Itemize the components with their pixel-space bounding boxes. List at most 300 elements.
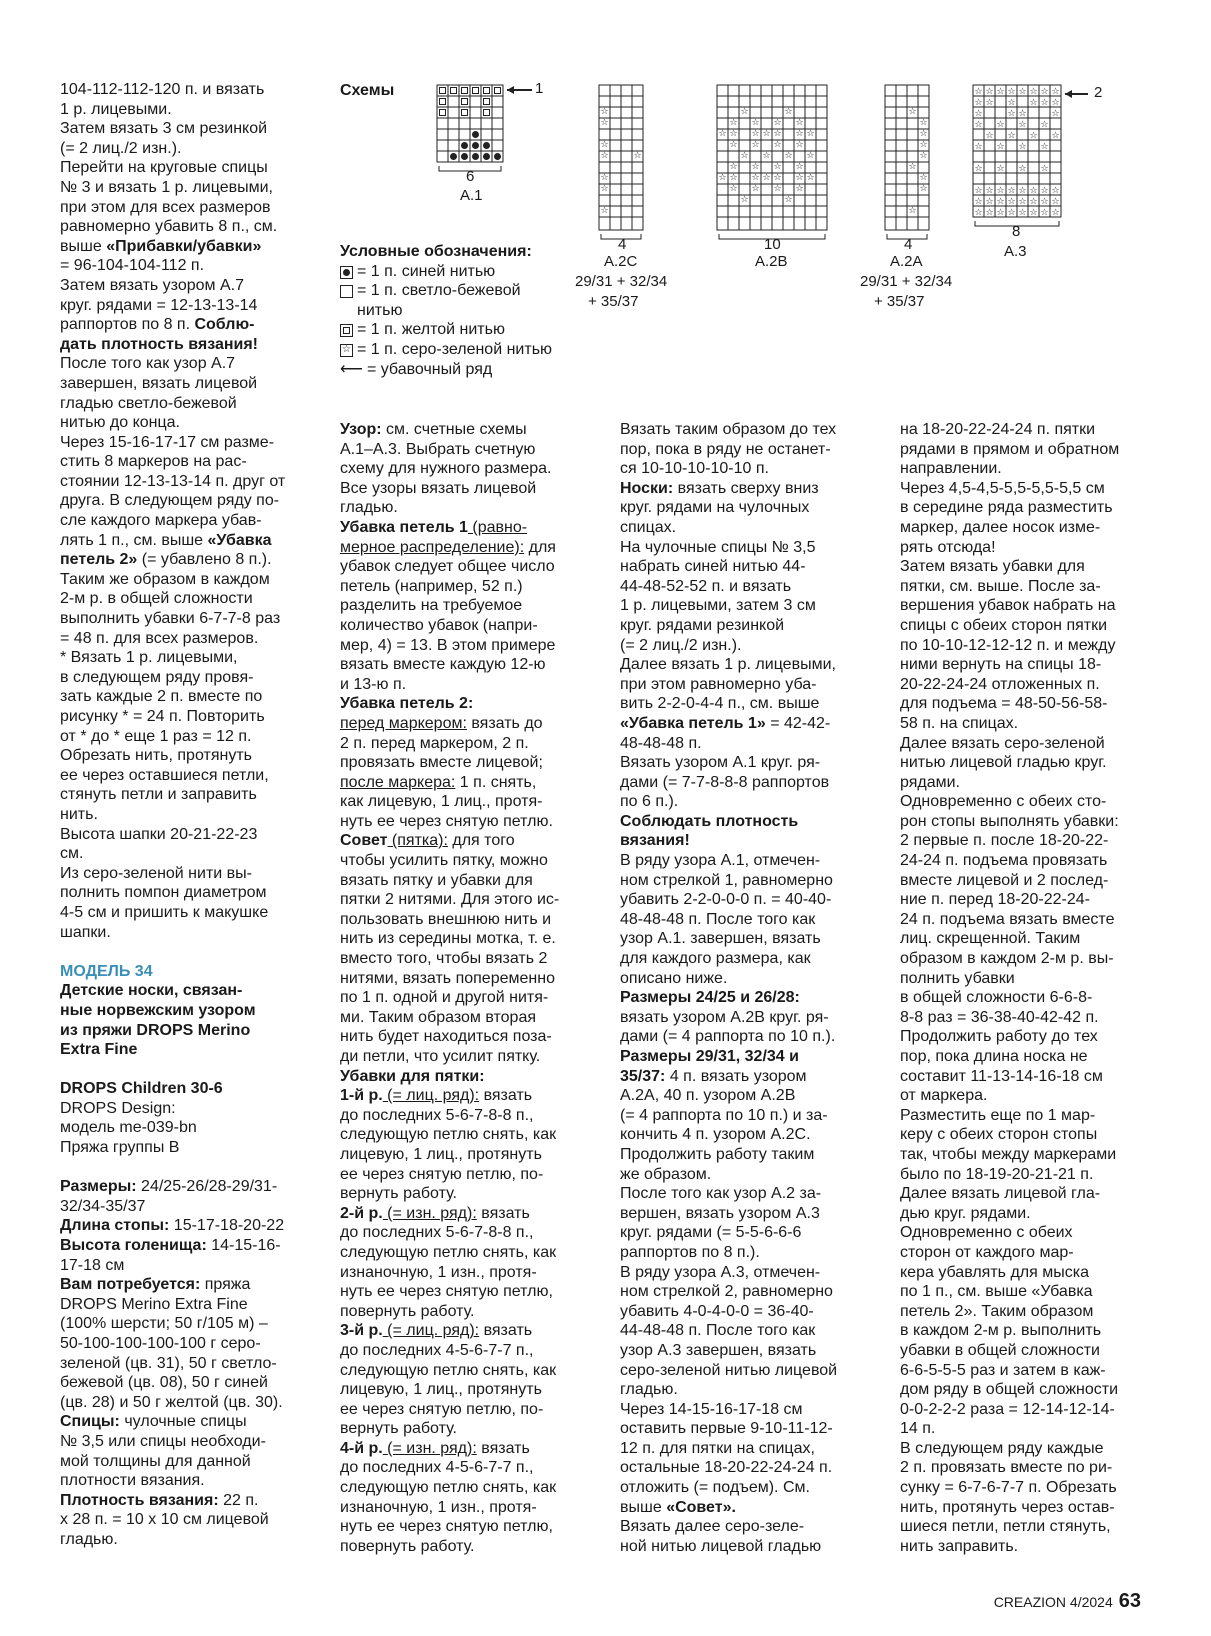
text-line: ной нитью лицевой гладью: [620, 1537, 822, 1555]
svg-text:☆: ☆: [985, 98, 994, 108]
svg-text:☆: ☆: [1040, 164, 1049, 174]
text-line: (= 2 лиц./2 изн.).: [620, 636, 742, 654]
text-line: 4-5 см и пришить к макушке: [60, 903, 269, 921]
text-line: дами (= 7-7-8-8-8 раппортов: [620, 773, 830, 791]
text-line: выше «Прибавки/убавки»: [60, 237, 262, 255]
text-line: 2 первые п. после 18-20-22-: [900, 832, 1109, 850]
magazine-name: CREAZION 4/2024: [993, 1594, 1113, 1610]
svg-text:☆: ☆: [996, 142, 1005, 152]
text-line: Убавка петель 2:: [340, 695, 474, 713]
text-line: изнаночную, 1 изн., протя-: [340, 1498, 537, 1516]
text-line: и 13-ю п.: [340, 675, 407, 693]
text-line: Вязать узором A.1 круг. ря-: [620, 754, 821, 772]
text-line: 2-й р. (= изн. ряд): вязать: [340, 1204, 530, 1222]
model-title: Детские носки, связан-: [60, 982, 243, 1000]
text-line: 44-48-52-52 п. и вязать: [620, 577, 792, 595]
page-footer: [994, 1590, 1141, 1613]
text-line: 2 п. провязать вместе по ри-: [900, 1459, 1113, 1477]
svg-text:☆: ☆: [795, 162, 804, 172]
text-line: = 48 п. для всех размеров.: [60, 629, 259, 647]
svg-text:☆: ☆: [729, 140, 738, 150]
svg-text:☆: ☆: [751, 129, 760, 139]
text-line: до последних 5-6-7-8-8 п.,: [340, 1106, 534, 1124]
svg-text:☆: ☆: [795, 140, 804, 150]
text-line: № 3 и вязать 1 р. лицевыми,: [60, 178, 273, 196]
text-line: разделить на требуемое: [340, 597, 523, 615]
text-line: 48-48-48 п.: [620, 734, 702, 752]
svg-text:☆: ☆: [795, 129, 804, 139]
svg-text:☆: ☆: [974, 120, 983, 130]
text-line: Спицы: чулочные спицы: [60, 1413, 247, 1431]
text-line: по 6 п.).: [620, 793, 679, 811]
svg-text:☆: ☆: [600, 140, 609, 150]
text-line: нуть ее через снятую петлю,: [340, 1283, 553, 1301]
text-line: Продолжить работу до тех: [900, 1028, 1098, 1046]
svg-text:☆: ☆: [996, 87, 1005, 97]
svg-text:☆: ☆: [751, 118, 760, 128]
text-line: вернуть работу.: [340, 1420, 457, 1438]
svg-text:☆: ☆: [729, 129, 738, 139]
text-line: дать плотность вязания!: [60, 335, 259, 353]
green-stitch-icon: ☆: [340, 344, 353, 357]
svg-text:☆: ☆: [751, 184, 760, 194]
text-line: схему для нужного размера.: [340, 460, 552, 478]
svg-text:☆: ☆: [740, 151, 749, 161]
model-title: ные норвежским узором: [60, 1001, 256, 1019]
svg-text:☆: ☆: [773, 118, 782, 128]
svg-text:☆: ☆: [773, 162, 782, 172]
text-line: плотности вязания.: [60, 1472, 205, 1490]
legend: [340, 242, 600, 379]
text-line: рон стопы выполнять убавки:: [900, 812, 1119, 830]
legend-item: нитью: [357, 301, 403, 319]
text-line: нить из середины мотка, т. е.: [340, 930, 556, 948]
svg-text:☆: ☆: [1051, 131, 1060, 141]
svg-text:☆: ☆: [1018, 197, 1027, 207]
chart-a2a: [884, 84, 934, 244]
svg-text:☆: ☆: [1007, 98, 1016, 108]
text-line: вязания!: [620, 832, 690, 850]
text-line: рять отсюда!: [900, 538, 996, 556]
text-line: Высота голенища: 14-15-16-: [60, 1237, 281, 1255]
text-line: модель me-039-bn: [60, 1119, 197, 1137]
text-line: при этом равномерно уба-: [620, 675, 817, 693]
text-line: рисунку * = 24 п. Повторить: [60, 708, 265, 725]
svg-text:☆: ☆: [718, 173, 727, 183]
text-line: после маркера: 1 п. снять,: [340, 773, 537, 791]
text-line: Затем вязать узором A.7: [60, 276, 244, 294]
text-line: полнить убавки: [900, 969, 1015, 987]
svg-text:☆: ☆: [908, 206, 917, 216]
text-line: вершения убавок набрать на: [900, 597, 1116, 615]
svg-text:☆: ☆: [996, 120, 1005, 130]
text-line: Через 14-15-16-17-18 см: [620, 1400, 803, 1418]
text-line: гладью.: [620, 1381, 678, 1399]
svg-text:☆: ☆: [1007, 131, 1016, 141]
svg-text:☆: ☆: [751, 173, 760, 183]
schemes-title: Схемы: [340, 82, 395, 99]
svg-text:☆: ☆: [1018, 120, 1027, 130]
svg-text:☆: ☆: [1051, 208, 1060, 218]
svg-text:☆: ☆: [985, 208, 994, 218]
text-line: Совет (пятка): для того: [340, 832, 515, 850]
text-line: гладью светло-бежевой: [60, 394, 237, 412]
text-line: ся 10-10-10-10-10 п.: [620, 460, 769, 478]
svg-text:☆: ☆: [1040, 142, 1049, 152]
text-line: 1 р. лицевыми, затем 3 см: [620, 597, 816, 615]
a2a-sizes: 29/31 + 32/34: [860, 273, 953, 290]
svg-text:☆: ☆: [1040, 98, 1049, 108]
svg-text:☆: ☆: [773, 173, 782, 183]
text-line: Одновременно с обеих: [900, 1224, 1073, 1242]
svg-text:☆: ☆: [1040, 186, 1049, 196]
text-line: (= 2 лиц./2 изн.).: [60, 139, 182, 157]
text-line: нитью лицевой гладью круг.: [900, 754, 1107, 772]
svg-text:☆: ☆: [806, 173, 815, 183]
text-line: друга. В следующем ряду по-: [60, 492, 280, 510]
text-line: ее через снятую петлю, по-: [340, 1165, 544, 1183]
arrow-1-label: 1: [535, 80, 544, 97]
text-line: Вязать далее серо-зеле-: [620, 1518, 805, 1536]
text-line: круг. рядами = 12-13-13-14: [60, 296, 258, 314]
svg-text:☆: ☆: [985, 87, 994, 97]
text-line: нуть ее через снятую петлю,: [340, 1518, 553, 1536]
column-4: [900, 420, 1150, 1556]
text-line: пор, пока в ряду не останет-: [620, 440, 831, 458]
svg-text:☆: ☆: [762, 151, 771, 161]
text-line: 35/37: 4 п. вязать узором: [620, 1067, 807, 1085]
text-line: Размеры 29/31, 32/34 и: [620, 1048, 799, 1065]
text-line: повернуть работу.: [340, 1302, 475, 1320]
text-line: было по 18-19-20-21-21 п.: [900, 1165, 1094, 1183]
text-line: в каждом 2-м р. выполнить: [900, 1322, 1102, 1340]
text-line: для подъема = 48-50-56-58-: [900, 695, 1108, 713]
svg-text:☆: ☆: [974, 197, 983, 207]
text-line: Разместить еще по 1 мар-: [900, 1106, 1096, 1124]
svg-text:☆: ☆: [919, 184, 928, 194]
text-line: до последних 4-5-6-7-7 п.,: [340, 1459, 534, 1477]
arrow-2-label: 2: [1094, 84, 1103, 101]
text-line: мер, 4) = 13. В этом примере: [340, 636, 556, 654]
svg-text:☆: ☆: [729, 184, 738, 194]
column-3: [620, 420, 870, 1556]
svg-text:☆: ☆: [1029, 98, 1038, 108]
text-line: Через 15-16-17-17 см разме-: [60, 433, 275, 451]
svg-text:☆: ☆: [919, 129, 928, 139]
text-line: нить, протянуть через остав-: [900, 1498, 1115, 1516]
text-line: для каждого размера, как: [620, 950, 811, 968]
text-line: выше «Совет».: [620, 1498, 736, 1516]
svg-text:☆: ☆: [762, 173, 771, 183]
text-line: кончить 4 п. узором A.2C.: [620, 1126, 811, 1144]
text-line: ее через оставшиеся петли,: [60, 766, 269, 784]
svg-text:☆: ☆: [1018, 164, 1027, 174]
text-line: 58 п. на спицах.: [900, 714, 1019, 732]
text-line: Узор: см. счетные схемы: [340, 421, 527, 438]
text-line: Далее вязать лицевой гла-: [900, 1185, 1101, 1203]
text-line: равномерно убавить 8 п., см.: [60, 218, 278, 236]
text-line: Одновременно с обеих сто-: [900, 793, 1107, 811]
text-line: = 96-104-104-112 п.: [60, 257, 205, 275]
text-line: 50-100-100-100-100 г серо-: [60, 1335, 261, 1352]
text-line: 48-48-48 п. После того как: [620, 910, 816, 928]
svg-text:☆: ☆: [1007, 87, 1016, 97]
svg-text:☆: ☆: [600, 118, 609, 128]
svg-text:☆: ☆: [1007, 208, 1016, 218]
text-line: повернуть работу.: [340, 1537, 475, 1555]
text-line: составит 11-13-14-16-18 см: [900, 1067, 1103, 1085]
text-line: в следующем ряду провя-: [60, 668, 254, 686]
text-line: Пряжа группы В: [60, 1139, 180, 1157]
text-line: 12 п. для пятки на спицах,: [620, 1439, 815, 1457]
svg-text:☆: ☆: [974, 98, 983, 108]
chart-a1: [436, 84, 556, 194]
text-line: рядами в прямом и обратном: [900, 440, 1120, 458]
text-line: зать каждые 2 п. вместе по: [60, 688, 263, 706]
text-line: Далее вязать 1 р. лицевыми,: [620, 656, 836, 674]
svg-text:☆: ☆: [1018, 186, 1027, 196]
svg-text:☆: ☆: [718, 129, 727, 139]
text-line: образом в каждом 2-м р. вы-: [900, 950, 1114, 968]
svg-text:☆: ☆: [1051, 197, 1060, 207]
text-line: как лицевую, 1 лиц., протя-: [340, 793, 543, 811]
chart-a2b: [716, 84, 836, 244]
text-line: оставить первые 9-10-11-12-: [620, 1420, 833, 1438]
text-line: ди петли, что усилит пятку.: [340, 1048, 541, 1065]
text-line: Размеры: 24/25-26/28-29/31-: [60, 1178, 278, 1196]
text-line: убавить 2-2-0-0-0 п. = 40-40-: [620, 891, 832, 909]
text-line: чтобы усилить пятку, можно: [340, 852, 548, 870]
text-line: зеленой (цв. 31), 50 г светло-: [60, 1354, 277, 1372]
text-line: вершен, вязать узором A.3: [620, 1204, 820, 1222]
svg-text:☆: ☆: [1007, 109, 1016, 119]
svg-text:☆: ☆: [751, 162, 760, 172]
text-line: х 28 п. = 10 х 10 см лицевой: [60, 1511, 269, 1529]
a1-name: A.1: [460, 187, 483, 204]
text-line: нуть ее через снятую петлю.: [340, 812, 553, 830]
text-line: стянуть петли и заправить: [60, 786, 257, 804]
page-number: 63: [1118, 1590, 1141, 1612]
text-line: дом ряду в общей сложности: [900, 1381, 1119, 1399]
svg-text:☆: ☆: [1007, 186, 1016, 196]
text-line: же образом.: [620, 1165, 712, 1183]
text-line: по 1 п. одной и другой нитя-: [340, 989, 549, 1007]
text-line: № 3,5 или спицы необходи-: [60, 1432, 266, 1450]
text-line: шиеся петли, петли стянуть,: [900, 1518, 1111, 1536]
svg-text:☆: ☆: [1051, 186, 1060, 196]
text-line: гладью.: [60, 1530, 118, 1548]
text-line: узор A.1. завершен, вязать: [620, 930, 821, 948]
svg-text:☆: ☆: [729, 118, 738, 128]
text-line: стоянии 12-13-13-14 п. друг от: [60, 472, 286, 490]
svg-text:☆: ☆: [806, 151, 815, 161]
text-line: следующую петлю снять, как: [340, 1479, 557, 1497]
text-line: описано ниже.: [620, 969, 728, 987]
legend-item: = 1 п. желтой нитью: [357, 321, 505, 339]
text-line: до последних 4-5-6-7-7 п.,: [340, 1341, 534, 1359]
text-line: пользовать внешнюю нить и: [340, 910, 552, 928]
svg-text:☆: ☆: [919, 118, 928, 128]
text-line: вязать пятку и убавки для: [340, 871, 533, 889]
text-line: ние п. перед 18-20-22-24-: [900, 891, 1090, 909]
a3-name: A.3: [1004, 243, 1027, 260]
svg-text:☆: ☆: [729, 162, 738, 172]
text-line: ном стрелкой 2, равномерно: [620, 1283, 833, 1301]
text-line: петель 2». Таким образом: [900, 1302, 1094, 1320]
svg-text:☆: ☆: [740, 195, 749, 205]
model-title: Extra Fine: [60, 1041, 138, 1059]
a2b-name: A.2B: [755, 253, 788, 270]
text-line: A.2A, 40 п. узором A.2B: [620, 1087, 796, 1105]
svg-text:☆: ☆: [773, 129, 782, 139]
text-line: 1 р. лицевыми.: [60, 100, 172, 118]
text-line: керу с обеих сторон стопы: [900, 1126, 1098, 1144]
text-line: остальные 18-20-22-24-24 п.: [620, 1459, 833, 1477]
text-line: 24 п. подъема вязать вместе: [900, 910, 1115, 928]
text-line: мерное распределение): для: [340, 538, 556, 556]
text-line: см.: [60, 845, 84, 863]
legend-item: = убавочный ряд: [366, 360, 493, 378]
svg-text:☆: ☆: [600, 107, 609, 117]
text-line: DROPS Design:: [60, 1099, 176, 1117]
text-line: Убавки для пятки:: [340, 1067, 485, 1085]
text-line: убавок следует общее число: [340, 558, 555, 576]
text-line: 20-22-24-24 отложенных п.: [900, 675, 1100, 693]
svg-text:☆: ☆: [974, 109, 983, 119]
text-line: кера убавлять для мыска: [900, 1263, 1089, 1281]
text-line: в середине ряда разместить: [900, 499, 1113, 517]
text-line: провязать вместе лицевой;: [340, 754, 543, 772]
text-line: 2-м р. в общей сложности: [60, 590, 253, 608]
model-label: МОДЕЛЬ 34: [60, 962, 153, 980]
text-line: В ряду узора A.3, отмечен-: [620, 1263, 821, 1281]
text-line: Далее вязать серо-зеленой: [900, 734, 1105, 752]
svg-text:☆: ☆: [974, 142, 983, 152]
text-line: дью круг. рядами.: [900, 1204, 1031, 1222]
svg-text:☆: ☆: [795, 118, 804, 128]
text-line: Из серо-зеленой нити вы-: [60, 864, 252, 882]
svg-text:☆: ☆: [1051, 87, 1060, 97]
svg-text:☆: ☆: [996, 164, 1005, 174]
text-line: раппортов по 8 п.).: [620, 1243, 760, 1261]
svg-text:☆: ☆: [751, 140, 760, 150]
a2b-width: 10: [764, 236, 781, 253]
text-line: вязать узором A.2B круг. ря-: [620, 1008, 829, 1026]
svg-text:☆: ☆: [908, 162, 917, 172]
text-line: в общей сложности 6-6-8-: [900, 989, 1093, 1007]
text-line: круг. рядами на чулочных: [620, 499, 810, 517]
arrow-icon: ⟵: [340, 360, 363, 378]
a2c-width: 4: [618, 236, 627, 253]
svg-text:☆: ☆: [784, 107, 793, 117]
svg-text:☆: ☆: [773, 140, 782, 150]
svg-text:☆: ☆: [1018, 109, 1027, 119]
text-line: набрать синей нитью 44-: [620, 558, 806, 576]
text-line: После того как узор A.2 за-: [620, 1185, 822, 1203]
text-line: В следующем ряду каждые: [900, 1439, 1104, 1457]
svg-text:☆: ☆: [974, 87, 983, 97]
text-line: полнить помпон диаметром: [60, 884, 267, 902]
text-line: После того как узор A.7: [60, 355, 236, 373]
text-line: Таким же образом в каждом: [60, 570, 270, 588]
text-line: следующую петлю снять, как: [340, 1243, 557, 1261]
legend-item: = 1 п. синей нитью: [357, 262, 496, 280]
text-line: направлении.: [900, 460, 1002, 478]
svg-text:☆: ☆: [740, 107, 749, 117]
chart-a2c: [598, 84, 648, 244]
text-line: вить 2-2-0-4-4 п., см. выше: [620, 695, 820, 713]
text-line: (цв. 28) и 50 г желтой (цв. 30).: [60, 1393, 283, 1411]
svg-text:☆: ☆: [600, 173, 609, 183]
text-line: Через 4,5-4,5-5,5-5,5-5,5 см: [900, 479, 1105, 497]
text-line: (100% шерсти; 50 г/105 м) –: [60, 1315, 268, 1333]
svg-text:☆: ☆: [633, 151, 642, 161]
svg-text:☆: ☆: [919, 173, 928, 183]
text-line: 2 п. перед маркером, 2 п.: [340, 734, 529, 752]
text-line: ее через снятую петлю, по-: [340, 1400, 544, 1418]
text-line: Затем вязать 3 см резинкой: [60, 120, 268, 138]
svg-text:☆: ☆: [729, 173, 738, 183]
text-line: петель 2» (= убавлено 8 п.).: [60, 551, 272, 569]
text-line: пятки 2 нитями. Для этого ис-: [340, 891, 560, 909]
text-line: нить будет находиться поза-: [340, 1028, 552, 1046]
svg-text:☆: ☆: [1040, 87, 1049, 97]
text-line: убавить 4-0-4-0-0 = 36-40-: [620, 1302, 814, 1320]
legend-item: = 1 п. светло-бежевой: [357, 282, 521, 300]
svg-text:☆: ☆: [974, 208, 983, 218]
text-line: (= 4 раппорта по 10 п.) и за-: [620, 1106, 828, 1124]
svg-text:☆: ☆: [1040, 197, 1049, 207]
svg-text:☆: ☆: [1018, 142, 1027, 152]
svg-text:☆: ☆: [795, 184, 804, 194]
svg-text:☆: ☆: [762, 129, 771, 139]
svg-text:☆: ☆: [784, 195, 793, 205]
text-line: лицевую, 1 лиц., протянуть: [340, 1381, 542, 1399]
text-line: гладью.: [340, 499, 398, 517]
svg-text:☆: ☆: [996, 197, 1005, 207]
text-line: раппортов по 8 п. Соблю-: [60, 316, 255, 334]
svg-text:☆: ☆: [985, 131, 994, 141]
text-line: Соблюдать плотность: [620, 812, 799, 830]
text-line: перед маркером: вязать до: [340, 714, 543, 732]
svg-text:☆: ☆: [1029, 87, 1038, 97]
text-line: круг. рядами резинкой: [620, 616, 785, 634]
svg-text:☆: ☆: [996, 186, 1005, 196]
text-line: от * до * еще 1 раз = 12 п.: [60, 727, 252, 745]
text-line: следующую петлю снять, как: [340, 1361, 557, 1379]
text-line: мой толщины для данной: [60, 1452, 251, 1470]
text-line: бежевой (цв. 08), 50 г синей: [60, 1374, 268, 1392]
text-line: Обрезать нить, протянуть: [60, 747, 252, 765]
text-line: нить заправить.: [900, 1537, 1019, 1555]
text-line: ними вернуть на спицы 18-: [900, 656, 1102, 674]
text-line: нитями, вязать попеременно: [340, 969, 555, 987]
text-line: по 10-10-12-12-12 п. и между: [900, 636, 1116, 654]
text-line: Вам потребуется: пряжа: [60, 1276, 251, 1294]
text-line: выполнить убавки 6-7-7-8 раз: [60, 610, 281, 628]
text-line: 4-й р. (= изн. ряд): вязать: [340, 1439, 530, 1457]
text-line: количество убавок (напри-: [340, 616, 538, 634]
text-line: сторон от каждого мар-: [900, 1243, 1074, 1261]
text-line: 104-112-112-120 п. и вязать: [60, 81, 265, 98]
text-line: стить 8 маркеров на рас-: [60, 453, 247, 471]
svg-text:☆: ☆: [1029, 131, 1038, 141]
text-line: круг. рядами (= 5-5-6-6-6: [620, 1224, 802, 1242]
text-line: петель (например, 52 п.): [340, 577, 523, 595]
svg-text:☆: ☆: [1051, 109, 1060, 119]
svg-text:☆: ☆: [1029, 197, 1038, 207]
text-line: Все узоры вязать лицевой: [340, 479, 537, 497]
